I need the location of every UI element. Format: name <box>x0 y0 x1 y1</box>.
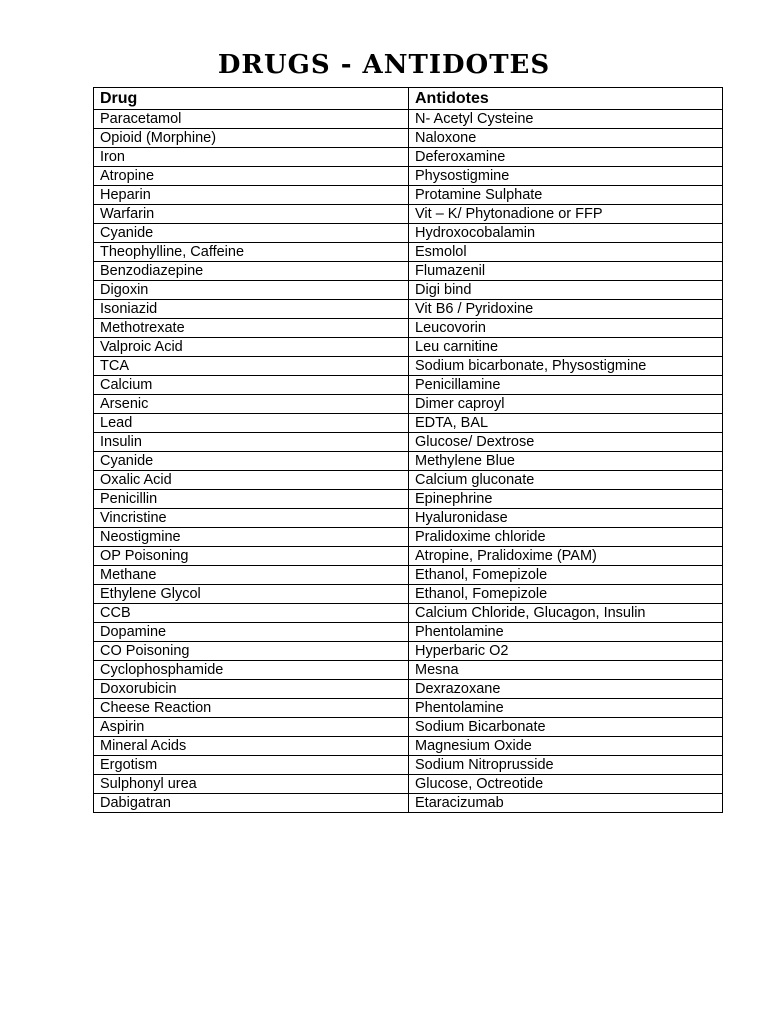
antidote-cell: Calcium Chloride, Glucagon, Insulin <box>409 604 723 623</box>
header-row <box>94 88 723 110</box>
antidote-cell: Vit B6 / Pyridoxine <box>409 300 723 319</box>
antidote-cell: Phentolamine <box>409 699 723 718</box>
table-row <box>94 680 723 699</box>
table-row <box>94 775 723 794</box>
antidote-cell: Physostigmine <box>409 167 723 186</box>
table-row <box>94 623 723 642</box>
antidote-cell: Vit – K/ Phytonadione or FFP <box>409 205 723 224</box>
table-body <box>94 110 723 813</box>
antidote-cell: Digi bind <box>409 281 723 300</box>
antidote-cell: Ethanol, Fomepizole <box>409 566 723 585</box>
antidote-cell: Penicillamine <box>409 376 723 395</box>
table-row <box>94 737 723 756</box>
drug-cell: Sulphonyl urea <box>94 775 409 794</box>
antidote-cell: Mesna <box>409 661 723 680</box>
antidote-cell: Naloxone <box>409 129 723 148</box>
table-header <box>94 88 723 110</box>
drug-cell: Methane <box>94 566 409 585</box>
antidote-cell: Flumazenil <box>409 262 723 281</box>
table-row <box>94 262 723 281</box>
table-row <box>94 167 723 186</box>
drug-cell: Ethylene Glycol <box>94 585 409 604</box>
antidote-cell: Esmolol <box>409 243 723 262</box>
drug-cell: Isoniazid <box>94 300 409 319</box>
antidote-cell: Leucovorin <box>409 319 723 338</box>
drug-cell: Dabigatran <box>94 794 409 813</box>
table-row <box>94 148 723 167</box>
table-row <box>94 319 723 338</box>
antidote-cell: Calcium gluconate <box>409 471 723 490</box>
drug-cell: Dopamine <box>94 623 409 642</box>
drug-antidote-table <box>93 87 723 813</box>
drug-cell: Doxorubicin <box>94 680 409 699</box>
antidote-cell: Pralidoxime chloride <box>409 528 723 547</box>
drug-cell: Arsenic <box>94 395 409 414</box>
antidote-cell: Sodium bicarbonate, Physostigmine <box>409 357 723 376</box>
drug-column-header: Drug <box>94 88 409 110</box>
antidote-cell: Etaracizumab <box>409 794 723 813</box>
antidote-cell: Dimer caproyl <box>409 395 723 414</box>
drug-cell: Oxalic Acid <box>94 471 409 490</box>
drug-cell: Lead <box>94 414 409 433</box>
drug-cell: Calcium <box>94 376 409 395</box>
drug-cell: CO Poisoning <box>94 642 409 661</box>
table-row <box>94 243 723 262</box>
drug-cell: Opioid (Morphine) <box>94 129 409 148</box>
table-row <box>94 110 723 129</box>
table-row <box>94 471 723 490</box>
table-row <box>94 300 723 319</box>
drug-cell: Penicillin <box>94 490 409 509</box>
table-row <box>94 395 723 414</box>
table-row <box>94 186 723 205</box>
table-row <box>94 224 723 243</box>
antidote-cell: Dexrazoxane <box>409 680 723 699</box>
page-title: DRUGS - ANTIDOTES <box>217 50 551 80</box>
drug-cell: Aspirin <box>94 718 409 737</box>
drug-cell: OP Poisoning <box>94 547 409 566</box>
drug-cell: Cyanide <box>94 452 409 471</box>
drug-cell: Cyclophosphamide <box>94 661 409 680</box>
drug-cell: Cheese Reaction <box>94 699 409 718</box>
antidote-cell: Hydroxocobalamin <box>409 224 723 243</box>
antidote-cell: Methylene Blue <box>409 452 723 471</box>
table-row <box>94 699 723 718</box>
drug-cell: Paracetamol <box>94 110 409 129</box>
antidote-cell: Atropine, Pralidoxime (PAM) <box>409 547 723 566</box>
drug-cell: CCB <box>94 604 409 623</box>
table-row <box>94 718 723 737</box>
drug-cell: Mineral Acids <box>94 737 409 756</box>
antidote-cell: Leu carnitine <box>409 338 723 357</box>
table-row <box>94 414 723 433</box>
antidote-cell: Glucose, Octreotide <box>409 775 723 794</box>
drug-cell: Valproic Acid <box>94 338 409 357</box>
drug-cell: Cyanide <box>94 224 409 243</box>
drug-cell: Ergotism <box>94 756 409 775</box>
drug-cell: Insulin <box>94 433 409 452</box>
antidote-cell: Glucose/ Dextrose <box>409 433 723 452</box>
antidote-cell: Magnesium Oxide <box>409 737 723 756</box>
table-row <box>94 490 723 509</box>
antidote-cell: Epinephrine <box>409 490 723 509</box>
table-row <box>94 585 723 604</box>
table-row <box>94 604 723 623</box>
drug-cell: Theophylline, Caffeine <box>94 243 409 262</box>
antidote-cell: Ethanol, Fomepizole <box>409 585 723 604</box>
antidotes-column-header: Antidotes <box>409 88 723 110</box>
antidote-cell: Sodium Nitroprusside <box>409 756 723 775</box>
antidote-cell: Hyperbaric O2 <box>409 642 723 661</box>
drug-cell: TCA <box>94 357 409 376</box>
antidote-cell: Protamine Sulphate <box>409 186 723 205</box>
drug-cell: Vincristine <box>94 509 409 528</box>
drug-cell: Neostigmine <box>94 528 409 547</box>
table-row <box>94 528 723 547</box>
table-row <box>94 357 723 376</box>
antidote-cell: Sodium Bicarbonate <box>409 718 723 737</box>
drug-cell: Benzodiazepine <box>94 262 409 281</box>
antidote-cell: N- Acetyl Cysteine <box>409 110 723 129</box>
antidote-cell: EDTA, BAL <box>409 414 723 433</box>
table-row <box>94 794 723 813</box>
table-row <box>94 661 723 680</box>
drug-cell: Methotrexate <box>94 319 409 338</box>
drug-cell: Iron <box>94 148 409 167</box>
drug-cell: Atropine <box>94 167 409 186</box>
table-row <box>94 756 723 775</box>
table-row <box>94 452 723 471</box>
drug-cell: Heparin <box>94 186 409 205</box>
table-row <box>94 338 723 357</box>
table-row <box>94 642 723 661</box>
table-row <box>94 129 723 148</box>
table-row <box>94 566 723 585</box>
table-row <box>94 433 723 452</box>
table-row <box>94 509 723 528</box>
table-row <box>94 376 723 395</box>
antidote-cell: Deferoxamine <box>409 148 723 167</box>
table-row <box>94 205 723 224</box>
antidote-cell: Hyaluronidase <box>409 509 723 528</box>
table-row <box>94 281 723 300</box>
table-row <box>94 547 723 566</box>
drug-cell: Digoxin <box>94 281 409 300</box>
antidote-cell: Phentolamine <box>409 623 723 642</box>
drug-cell: Warfarin <box>94 205 409 224</box>
